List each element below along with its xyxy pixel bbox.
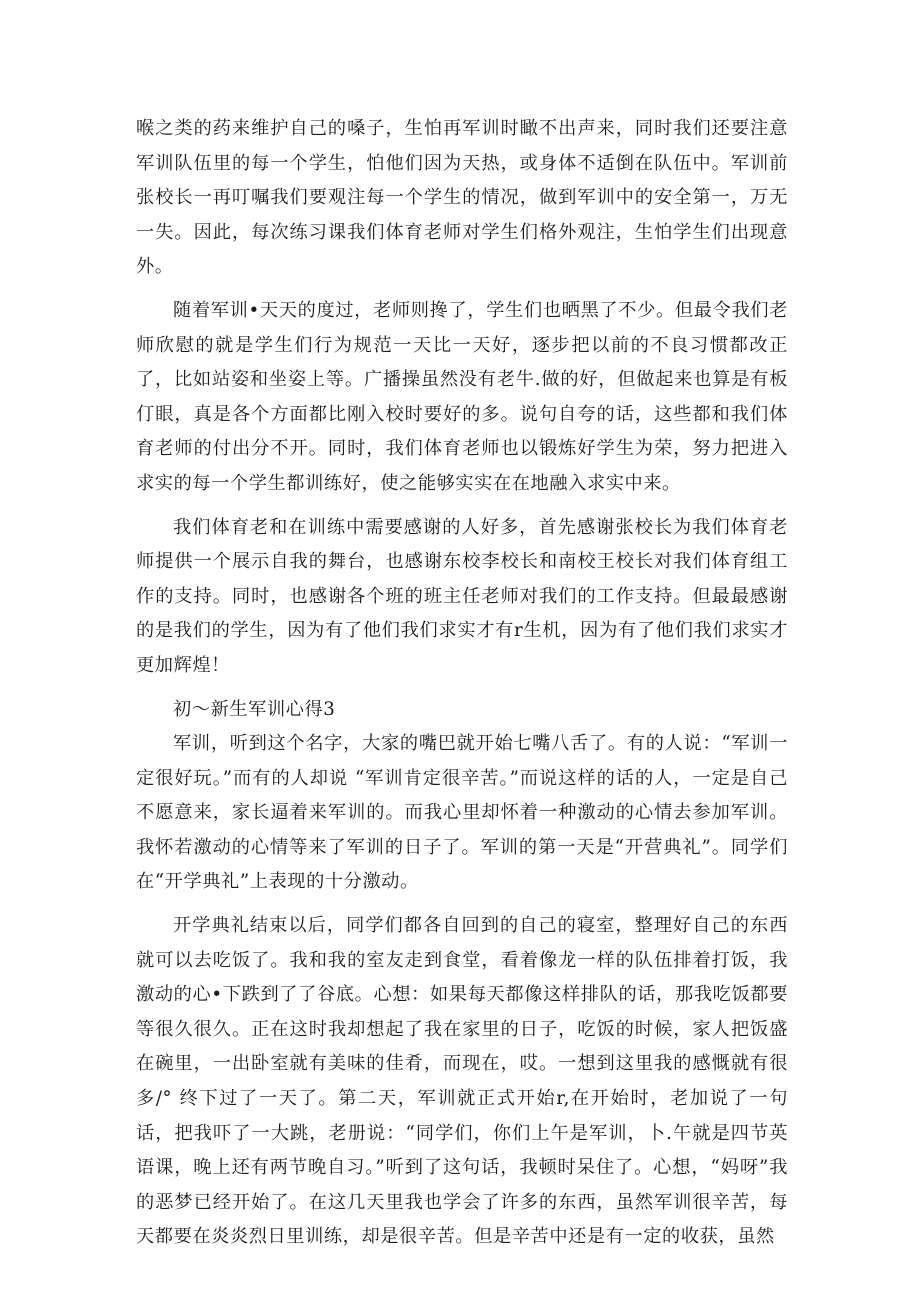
paragraph-3: 我们体育老和在训练中需要感谢的人好多，首先感谢张校长为我们体育老师提供一个展示自我的舞台，也感谢东校李校长和南校王校长对我们体育组工作的支持。同时，也感谢各个班的班主任老师对我们的工作支持。但最最感谢的是我们的学生，因为有了他们我们求实才有r生机，因为有了他们我们求实才更加辉煌！ bbox=[136, 516, 788, 676]
paragraph-6: 开学典礼结束以后，同学们都各自回到的自己的寝室，整理好自己的东西就可以去吃饭了。我和我的室友走到食堂，看着像龙一样的队伍排着打饭，我激动的心•下跌到了了谷底。心想：如果每天都像这样排队的话，那我吃饭都要等很久很久。正在这时我却想起了我在家里的日子，吃饭的时候，家人把饭盛在碗里，一出卧室就有美味的佳肴，而现在，哎。一想到这里我的感慨就有很多/° 终下过了一天了。第二天，军训就正式开始r,在开始时，老加说了一句话，把我吓了一大跳，老册说：“同学们，你们上午是军训，卜.午就是四节英语课，晚上还有两节晚自习。”听到了这句话，我顿时呆住了。心想，“妈呀”我的恶梦已经开始了。在这几天里我也学会了许多的东西，虽然军训很辛苦，每天都要在炎炎烈日里训练，却是很辛苦。但是辛苦中还是有一定的收获，虽然 bbox=[136, 915, 788, 1248]
paragraph-2: 随着军训•天天的度过，老师则搀了，学生们也晒黑了不少。但最令我们老师欣慰的就是学生们行为规范一天比一天好，逐步把以前的不良习惯都改正了，比如站姿和坐姿上等。广播操虽然没有老牛.做的好，但做起来也算是有板仃眼，真是各个方面都比刚入校时要好的多。说句自夸的话，这些都和我们体育老师的付出分不开。同时，我们体育老师也以锻炼好学生为荣，努力把进入求实的每一个学生都训练好，使之能够实实在在地融入求实中来。 bbox=[136, 299, 788, 494]
section-heading: 初〜新生军训心得3 bbox=[173, 698, 336, 720]
document-body bbox=[136, 112, 788, 1264]
paragraph-1: 喉之类的药来维护自己的嗓子，生怕再军训时瞰不出声来，同时我们还要注意军训队伍里的每一个学生，怕他们因为天热，或身体不适倒在队伍中。军训前张校长一再叮嘱我们要观注每一个学生的情况，做到军训中的安全第一，万无一失。因此，每次练习课我们体育老师对学生们格外观注，生怕学生们出现意外。 bbox=[136, 118, 788, 278]
paragraph-5: 军训，听到这个名字，大家的嘴巴就开始七嘴八舌了。有的人说：“军训一定很好玩。”而有的人却说 “军训肯定很辛苦。”而说这样的话的人，一定是自己不愿意来，家长逼着来军训的。而我心里却怀着一种激动的心情去参加军训。我怀若激动的心情等来了军训的日子了。军训的第一天是“开营典礼”。同学们在“开学典礼”上表现的十分激动。 bbox=[136, 733, 788, 893]
